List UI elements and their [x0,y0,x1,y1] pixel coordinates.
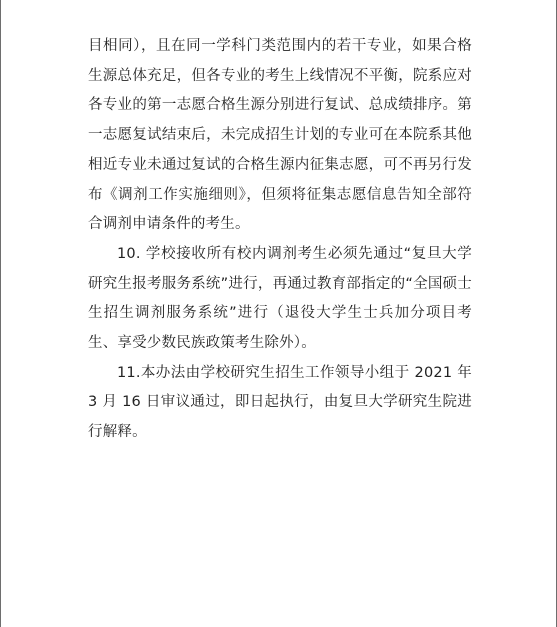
paragraph-item-10: 10. 学校接收所有校内调剂考生必须先通过“复旦大学研究生报考服务系统”进行，再通过教育部指定的“全国硕士生招生调剂服务系统”进行（退役大学生士兵加分项目考生、享受少数民族政策考生除外）。 [88,245,472,352]
paragraph-continuation: 目相同），且在同一学科门类范围内的若干专业，如果合格生源总体充足，但各专业的考生上线情况不平衡，院系应对各专业的第一志愿合格生源分别进行复试、总成绩排序。第一志愿复试结束后，未完成招生计划的专业可在本院系其他相近专业未通过复试的合格生源内征集志愿，可不再另行发布《调剂工作实施细则》，但须将征集志愿信息告知全部符合调剂申请条件的考生。 [88,38,472,233]
paragraph-item-11: 11.本办法由学校研究生招生工作领导小组于 2021 年 3 月 16 日审议通过，即日起执行，由复旦大学研究生院进行解释。 [88,364,472,441]
document-body [88,32,472,448]
